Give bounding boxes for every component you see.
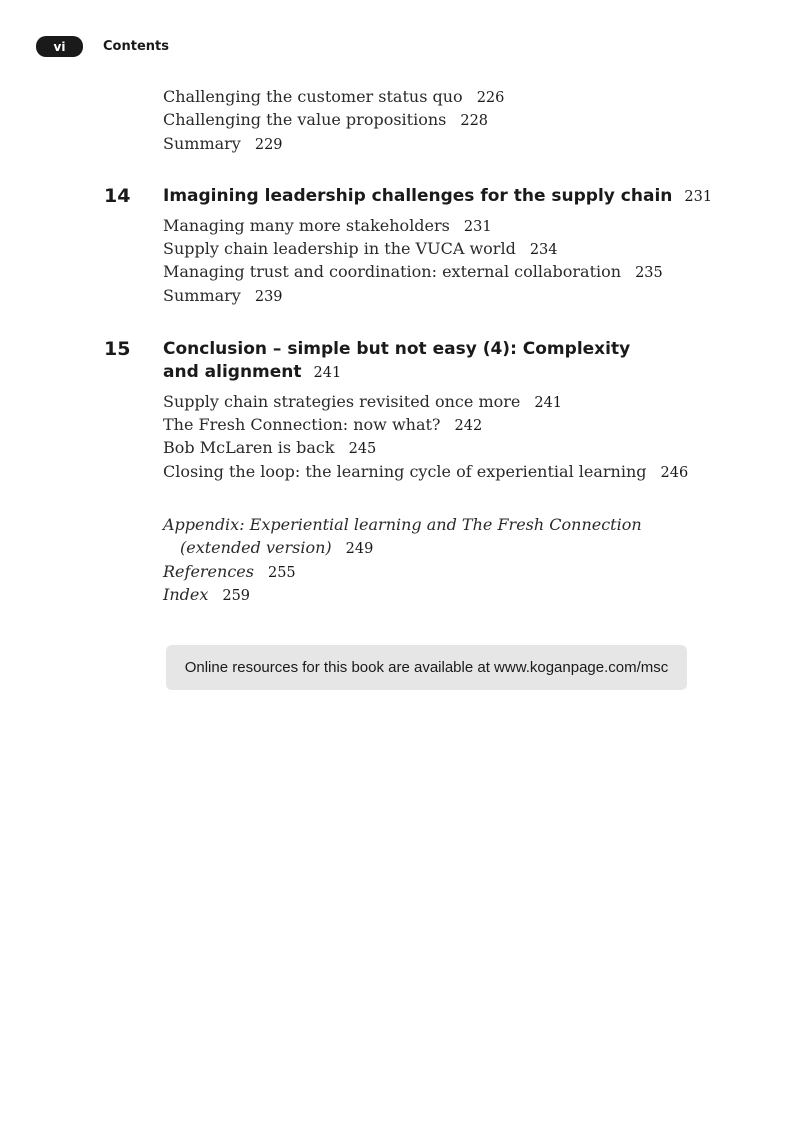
chapter-title-text: Imagining leadership challenges for the supply chain bbox=[163, 186, 673, 206]
chapter-number: 15 bbox=[104, 338, 131, 360]
references-page: 255 bbox=[267, 565, 296, 581]
page-number-badge: vi bbox=[36, 36, 83, 57]
toc-entry-title: Closing the loop: the learning cycle of experiential learning bbox=[163, 462, 647, 481]
appendix-entry-continued[interactable] bbox=[180, 538, 373, 559]
chapter-page: 241 bbox=[313, 365, 342, 381]
toc-entry[interactable] bbox=[163, 392, 562, 413]
toc-entry[interactable] bbox=[163, 87, 504, 108]
toc-entry[interactable] bbox=[163, 415, 482, 436]
toc-entry-page: 242 bbox=[454, 418, 483, 434]
toc-entry-title: Bob McLaren is back bbox=[163, 438, 335, 457]
toc-entry-page: 229 bbox=[254, 137, 283, 153]
appendix-page: 249 bbox=[345, 541, 374, 557]
toc-entry-page: 246 bbox=[660, 465, 689, 481]
toc-entry[interactable] bbox=[163, 239, 558, 260]
toc-entry-title: Challenging the value propositions bbox=[163, 110, 447, 129]
toc-entry[interactable] bbox=[163, 110, 488, 131]
toc-entry-page: 241 bbox=[534, 395, 563, 411]
online-resources-notice bbox=[166, 645, 687, 690]
toc-entry-page: 231 bbox=[463, 219, 492, 235]
toc-entry-title: Summary bbox=[163, 134, 241, 153]
chapter-title[interactable] bbox=[163, 338, 630, 360]
chapter-page: 231 bbox=[684, 189, 713, 205]
index-entry[interactable] bbox=[163, 585, 250, 606]
toc-entry-page: 239 bbox=[254, 289, 283, 305]
chapter-number: 14 bbox=[104, 185, 131, 207]
chapter-title-text: Conclusion – simple but not easy (4): Complexity bbox=[163, 339, 631, 359]
toc-entry-title: Managing many more stakeholders bbox=[163, 216, 450, 235]
references-entry[interactable] bbox=[163, 562, 296, 583]
toc-entry[interactable] bbox=[163, 438, 376, 459]
toc-entry-page: 226 bbox=[476, 90, 505, 106]
toc-entry[interactable] bbox=[163, 462, 688, 483]
chapter-title[interactable] bbox=[163, 185, 712, 208]
toc-entry[interactable] bbox=[163, 286, 283, 307]
toc-entry-title: Summary bbox=[163, 286, 241, 305]
running-head: Contents bbox=[103, 39, 169, 54]
references-title: References bbox=[163, 562, 254, 581]
toc-entry[interactable] bbox=[163, 134, 283, 155]
toc-entry-title: Managing trust and coordination: external collaboration bbox=[163, 262, 622, 281]
toc-entry[interactable] bbox=[163, 262, 663, 283]
appendix-title-continued: (extended version) bbox=[180, 538, 332, 557]
toc-entry-page: 235 bbox=[635, 265, 663, 281]
toc-entry-title: Challenging the customer status quo bbox=[163, 87, 463, 106]
chapter-title-text: and alignment bbox=[163, 362, 302, 382]
index-title: Index bbox=[163, 585, 209, 604]
index-page: 259 bbox=[222, 588, 251, 604]
appendix-entry[interactable] bbox=[163, 515, 642, 535]
chapter-title-continued[interactable] bbox=[163, 361, 341, 384]
toc-entry-title: Supply chain leadership in the VUCA world bbox=[163, 239, 516, 258]
toc-entry[interactable] bbox=[163, 216, 492, 237]
toc-entry-page: 245 bbox=[348, 441, 377, 457]
online-resources-text: Online resources for this book are available at www.koganpage.com/msc bbox=[184, 659, 669, 676]
appendix-title: Appendix: Experiential learning and The Fresh Connection bbox=[163, 515, 642, 534]
toc-entry-title: The Fresh Connection: now what? bbox=[163, 415, 441, 434]
page-header bbox=[36, 36, 169, 57]
toc-entry-page: 234 bbox=[529, 242, 558, 258]
toc-entry-page: 228 bbox=[460, 113, 489, 129]
toc-entry-title: Supply chain strategies revisited once more bbox=[163, 392, 521, 411]
